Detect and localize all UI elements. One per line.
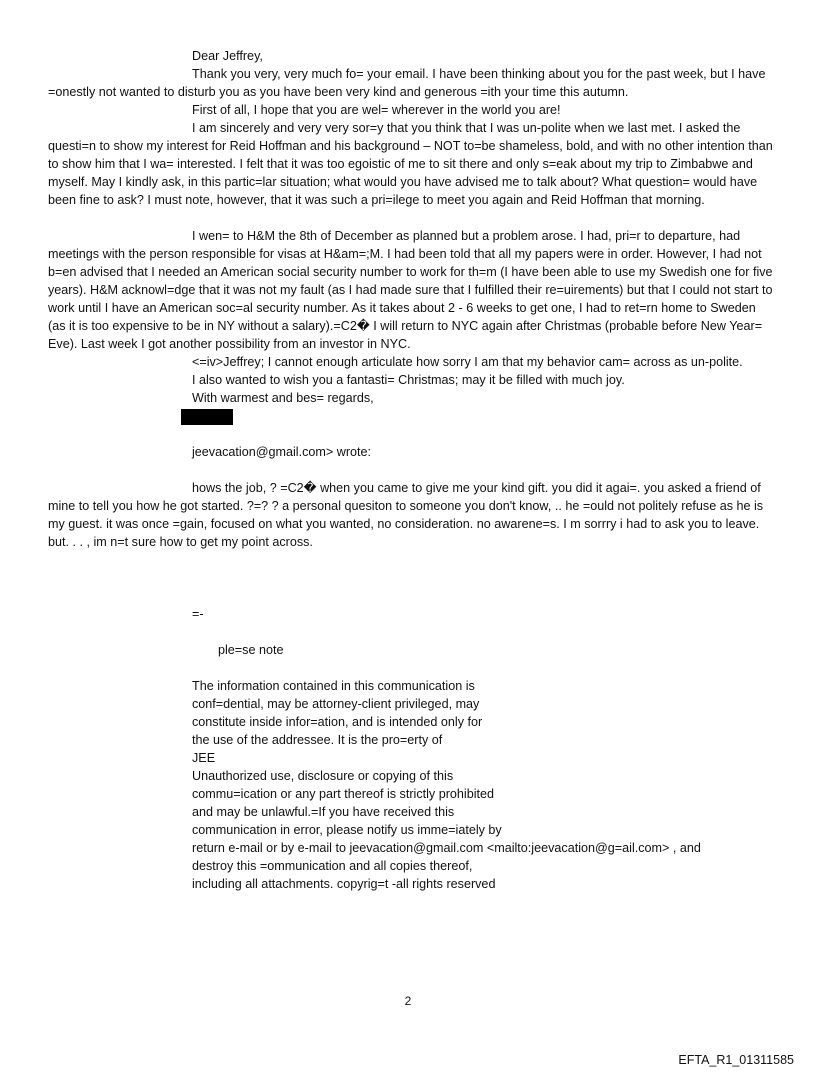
letter-paragraph: I also wanted to wish you a fantasti= Christmas; may it be filled with much joy. — [192, 373, 625, 387]
spacer — [48, 551, 774, 587]
spacer — [48, 461, 774, 479]
redaction-block — [181, 409, 233, 425]
disclaimer-line: return e-mail or by e-mail to jeevacation@gmail.com <mailto:jeevacation@g=ail.com> , and — [192, 841, 701, 855]
spacer — [48, 623, 774, 641]
spacer — [192, 659, 774, 677]
disclaimer-line: The information contained in this communication is — [192, 679, 475, 693]
disclaimer-heading: ple=se note — [218, 643, 284, 657]
page-number: 2 — [404, 994, 412, 1008]
disclaimer-line: the use of the addressee. It is the pro=erty of — [192, 733, 443, 747]
disclaimer-line: communication in error, please notify us imme=iately by — [192, 823, 502, 837]
disclaimer-block — [48, 641, 774, 893]
letter-paragraph: I am sincerely and very very sor=y that you think that I was un-polite when we last met. I asked the questi=n to show my interest for Reid Hoffman and his background – NOT to=be shameless, bold, and with no other intention than to show him that I wa= interested. I felt that it was too egoistic of me to sit there and only s=eak about my trip to Zimbabwe and myself. May I kindly ask, in this partic=lar situation; what would you have advised me to talk about? What question= would have been fine to ask? I must note, however, that it was such a pri=ilege to meet you again and Reid Hoffman that morning. — [48, 121, 773, 207]
letter-paragraph: I wen= to H&M the 8th of December as planned but a problem arose. I had, pri=r to departure, had meetings with the person responsible for visas at H&am=;M. I had been told that all my papers were in order. However, I had not b=en advised that I needed an American social security number to work for th=m (I have been able to use my Swedish one for five years). H&M acknowl=dge that it was not my fault (as I had made sure that I fulfilled their re=uirements) but that I could not start to work until I have an American soc=al security number. As it takes about 2 - 6 weeks to get one, I had to ret=rn home to Sweden (as it is too expensive to be in NY without a salary).=C2� I will return to NYC again after Christmas (probable before New Year= Eve). Last week I got another possibility from an investor in NYC. — [48, 229, 773, 351]
separator: =- — [192, 607, 204, 621]
closing: With warmest and bes= regards, — [192, 391, 374, 405]
disclaimer-line: conf=dential, may be attorney-client privileged, may — [192, 697, 480, 711]
email-body — [48, 47, 774, 893]
disclaimer-line: commu=ication or any part thereof is strictly prohibited — [192, 787, 495, 801]
letter-paragraph: <=iv>Jeffrey; I cannot enough articulate how sorry I am that my behavior cam= across as un-polite. — [192, 355, 743, 369]
disclaimer-line: destroy this =ommunication and all copies thereof, — [192, 859, 473, 873]
spacer — [48, 587, 774, 605]
disclaimer-line: constitute inside infor=ation, and is intended only for — [192, 715, 483, 729]
disclaimer-line: including all attachments. copyrig=t -all rights reserved — [192, 877, 496, 891]
quoted-body: hows the job, ? =C2� when you came to give me your kind gift. you did it agai=. you asked a friend of mine to tell you how he got started. ?=? ? a personal quesiton to someone you don't know, .. he =ould not politely refuse as he is my guest. it was once =gain, focused on what you wanted, no consideration. no awarene=s. I m sorrry i had to ask you to leave. but. . . , im n=t sure how to get my point across. — [48, 481, 764, 549]
spacer — [48, 209, 774, 227]
quoted-header: jeevacation@gmail.com> wrote: — [192, 445, 372, 459]
disclaimer-line: and may be unlawful.=If you have received this — [192, 805, 455, 819]
letter-paragraph: First of all, I hope that you are wel= wherever in the world you are! — [192, 103, 561, 117]
greeting: Dear Jeffrey, — [192, 49, 263, 63]
disclaimer-line: Unauthorized use, disclosure or copying of this — [192, 769, 454, 783]
spacer — [48, 425, 774, 443]
disclaimer-line: JEE — [192, 751, 216, 765]
signature-line — [48, 407, 774, 425]
document-id: EFTA_R1_01311585 — [678, 1053, 794, 1067]
letter-paragraph: Thank you very, very much fo= your email. I have been thinking about you for the past week, but I have =onestly not wanted to disturb you as you have been very kind and generous =ith your time this autumn. — [48, 67, 766, 99]
